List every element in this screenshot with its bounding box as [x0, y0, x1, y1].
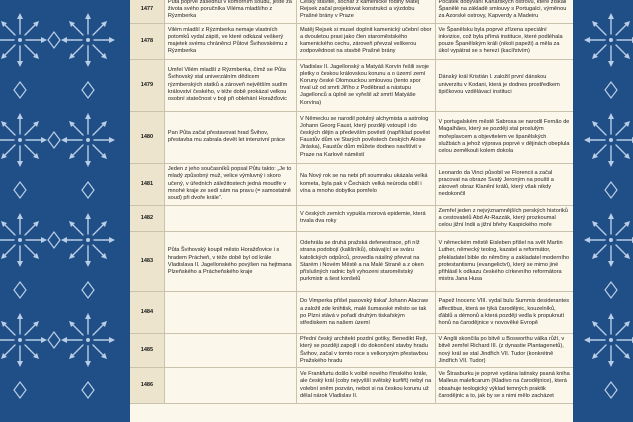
- world-event-cell-text: Leonardo da Vinci působil ve Florencii a začal pracovat na obraze Svatý Jeroným na poušti a zároveň obraz Klanění králů, který však nikdy nedokončil: [438, 169, 554, 198]
- bohemia-event-cell: [164, 292, 296, 334]
- culture-event-cell-text: Ve Frankfurtu došlo k volbě nového římského krále, ale český král (coby nejvyšší světský kurfiřt) nebyl na volební sněm pozván, nebot si na českou korunu už dělal nárok Vladislav II.: [300, 371, 432, 399]
- culture-event-cell-text: Do Vimperka přišel pasovský tiskař Johann Alacraw a založil zde knihtisk, malé šumavské město se tak po Plzni stává v pořadí druhým tiskařským střediskem na našem území: [300, 298, 429, 326]
- culture-event-cell: [297, 0, 436, 23]
- world-event-cell-text: Dánský král Kristián I. založil první dánskou univerzitu v Kodani, která je dodnes prostředkem špičkovou vzdělávací instituci: [438, 74, 560, 95]
- table-row: [130, 59, 573, 111]
- compass-star-pattern-icon: [573, 0, 633, 422]
- culture-event-cell: [297, 232, 436, 292]
- year-cell: [130, 232, 164, 292]
- bohemia-event-cell: [164, 334, 296, 368]
- table-row: [130, 232, 573, 292]
- table-row: [130, 334, 573, 368]
- bohemia-event-cell: [164, 59, 296, 111]
- world-event-cell: [435, 334, 573, 368]
- culture-event-cell: [297, 23, 436, 59]
- culture-event-cell-text: Přední český architekt pozdní gotiky, Benedikt Rejt, který se později zapojil i do dokončení stavby hradu Švihov, začal v tomto roce s velkorysým přestavbou Pražského hradu: [300, 336, 428, 364]
- bohemia-event-cell: [164, 205, 296, 232]
- table-row: [130, 111, 573, 163]
- year-cell-text: 1479: [140, 81, 154, 88]
- bohemia-event-cell-text: Půta poprvé zasednul v komorním soudu, ještě za života svého poručníka Viléma mladšího z Rýzmberka: [167, 0, 292, 20]
- year-cell-text: 1482: [140, 214, 154, 221]
- year-cell: [130, 59, 164, 111]
- year-cell-text: 1480: [140, 133, 154, 140]
- culture-event-cell-text: V českých zemích vypukla morová epidemie, která trvala dva roky: [300, 211, 426, 225]
- culture-event-cell: [297, 368, 436, 404]
- decorative-pattern-right: [573, 0, 633, 422]
- culture-event-cell-text: Na Nový rok se na nebi při soumraku ukázala velká kometa, byla pak v Čechách velká neúroda obilí i vína a mnoho dobytka pomřelo: [300, 173, 428, 194]
- culture-event-cell-text: Vladislav II. Jagellonský a Matyáš Korvín řešili svoje pletky o českou královskou korunu a o území zemí Koruny české Olomouckou smlouvou (tento spor trval už od smrti Jiřího z Poděbrad a nástupu Jagellonců a úplně se vyřešil až smrtí Matyáše Korvína): [300, 63, 430, 106]
- world-event-cell: [435, 163, 573, 205]
- decorative-pattern-left: [0, 0, 130, 422]
- chronology-table: [130, 0, 573, 404]
- table-row: [130, 0, 573, 23]
- world-event-cell-text: Zemřel jeden z nejvýznamnějších perských historiků a cestovatelů Abd Ar-Razzák, který prozkoumal celou jižní Indii a jižní břehy Kaspického moře: [438, 207, 568, 229]
- year-cell: [130, 111, 164, 163]
- culture-event-cell: [297, 59, 436, 111]
- year-cell: [130, 205, 164, 232]
- culture-event-cell-text: Matěj Rejsek si musel doplnit kamenický učební obor a dvouletou praxi jako člen staroměstského kamenického cechu, zároveň převzal veškerou zodpovědnost na stavbě Prašné brány: [300, 26, 432, 55]
- table-row: [130, 205, 573, 232]
- year-cell-text: 1483: [140, 258, 154, 265]
- year-cell-text: 1486: [140, 381, 154, 388]
- table-row: [130, 163, 573, 205]
- culture-event-cell: [297, 111, 436, 163]
- year-cell: [130, 163, 164, 205]
- year-cell-text: 1481: [140, 180, 154, 187]
- world-event-cell-text: Ve Štrasburku je poprvé vydána latinsky psaná kniha Malleus maleficarum (Kladivo na čarodějnice), která obsahuje teologický výklad temných praktik čarodějnic a to, jak by se s nimi mělo zacházet: [438, 371, 570, 399]
- bohemia-event-cell-text: Vilém mladší z Rýzmberka nemaje vlastních potomků vydal zápiš, ve které odkázal veškerý majetek svému chráněnci Půtovi Švihovskému z Rýzmberka: [167, 26, 288, 55]
- chronology-table-sheet: [130, 0, 573, 422]
- world-event-cell: [435, 0, 573, 23]
- bohemia-event-cell: [164, 368, 296, 404]
- year-cell-text: 1478: [140, 37, 154, 44]
- table-row: [130, 292, 573, 334]
- bohemia-event-cell: [164, 111, 296, 163]
- culture-event-cell: [297, 334, 436, 368]
- world-event-cell-text: V německém městě Eisleben přišel na svět Martin Luther, německý teolog, kazatel a reformátor, překladatel bible do němčiny a zakladatel moderního protestantismu (evangelictví), který se mimo jiné přihlásil k odkazu českého církevního reformátora mistra Jana Husa: [438, 240, 570, 283]
- year-cell-text: 1477: [140, 6, 154, 13]
- year-cell: [130, 368, 164, 404]
- bohemia-event-cell-text: Pan Půta začal přestavovat hrad Švihov, přestavba mu zabrala devět let intenzivní práce: [167, 129, 286, 144]
- bohemia-event-cell-text: Umřel Vilém mladší z Rýzmberka, čímž se Půta Švihovský stal univerzálním dědicem rýzmberských statků a zároveň největším sudím království českého, v téže době prokázal velkou osobní statečnost v boji při oblehání Horažďovic: [167, 67, 288, 102]
- culture-event-cell-text: Ceský stavitel, sochař z kamenické rodiny Matěj Rejsek začal projektovat konstrukci a výzdobu Prašné brány v Praze: [300, 0, 420, 20]
- table-row: [130, 368, 573, 404]
- world-event-cell: [435, 59, 573, 111]
- culture-event-cell: [297, 163, 436, 205]
- year-cell: [130, 292, 164, 334]
- world-event-cell-text: Počátek dobývání Kanárských ostrovů, které získali Španělé na základě smlouvy s Portugalci, výměnou za Azorské ostrovy, Kapverdy a Madeiru: [438, 0, 567, 20]
- world-event-cell-text: Ve Španělsku byla poprvé zřízena speciální inkvizice, což byla přímá instituce, které podléhala pouze Španělským králi (nikoli papeži) a měla za úkol vypátrat se s herezí (kacířstvím): [438, 26, 563, 55]
- world-event-cell: [435, 232, 573, 292]
- bohemia-event-cell-text: Půta Švihovský koupil město Horažďovice i s hradem Prácheň, v téže době byl od krále Vladislava II. Jagellonského povýšen na hejtmana Plzeňského a Prácheňského kraje: [167, 247, 292, 275]
- culture-event-cell: [297, 205, 436, 232]
- year-cell-text: 1484: [140, 309, 154, 316]
- world-event-cell-text: V portugalském městě Sabrosa se narodil Fernão de Magalhães, který se později stal proslulým mořeplavcem a objevitelem ve španělských službách a jehož výprava poprvé v dějinách obeplula celou zeměkouli kolem dokola: [438, 119, 570, 154]
- world-event-cell: [435, 368, 573, 404]
- culture-event-cell: [297, 292, 436, 334]
- bohemia-event-cell: [164, 0, 296, 23]
- world-event-cell: [435, 111, 573, 163]
- year-cell-text: 1485: [140, 347, 154, 354]
- world-event-cell-text: Papež Inocenc VIII. vydal bulu Summis desiderantes affectibus, která se týká čarodějnic, kouzelníků, ďáblů a démonů a která později vedla k propuknutí honů na čarodějnice v novověké Evropě: [438, 298, 570, 326]
- culture-event-cell-text: V Německu se narodil potulný alchymista a astrolog Johann Georg Faust, který později vstoupil i do českých dějin a především pověstí (například pověst Faustův dům ve Starých pověstech českých Aloise Jiráska), Faustův dům můžete dodnes navštívit v Praze na Karlově náměstí: [300, 115, 430, 158]
- bohemia-event-cell: [164, 163, 296, 205]
- year-cell: [130, 23, 164, 59]
- culture-event-cell-text: Odehrála se druhá pražská defenestrace, při níž strana podobojí (kališníků), obávající se sváru katolických odpůrců, provedla násilný převrat na Starém i Novém Městě a na Malé Straně a z oken příslušných radnic byli vyhozeni staroměstský purkmistr a šest konšelů: [300, 240, 424, 283]
- bohemia-event-cell: [164, 23, 296, 59]
- year-cell: [130, 334, 164, 368]
- world-event-cell: [435, 205, 573, 232]
- world-event-cell: [435, 292, 573, 334]
- compass-star-pattern-icon: [0, 0, 130, 422]
- year-cell: [130, 0, 164, 23]
- table-row: [130, 23, 573, 59]
- world-event-cell: [435, 23, 573, 59]
- bohemia-event-cell: [164, 232, 296, 292]
- world-event-cell-text: V Anglii skončila po bitvě u Bosworthu válka růží, v bitvě zemřel Richard III. (z dynastie Plantagenetů), nový král se stal Jindřich VII. Tudor (konkrétně Jindřich VII. Tudor): [438, 336, 565, 364]
- bohemia-event-cell-text: Jeden z jeho současníků popsal Půtu takto: „Je to mladý způsobný muž, velice výmluvný i skoro učený, v úředních záležitostech jedná moudře v mnohé kraje ze sedí sám na pravu (= samostatně soud) při dvoře krále“.: [167, 166, 292, 201]
